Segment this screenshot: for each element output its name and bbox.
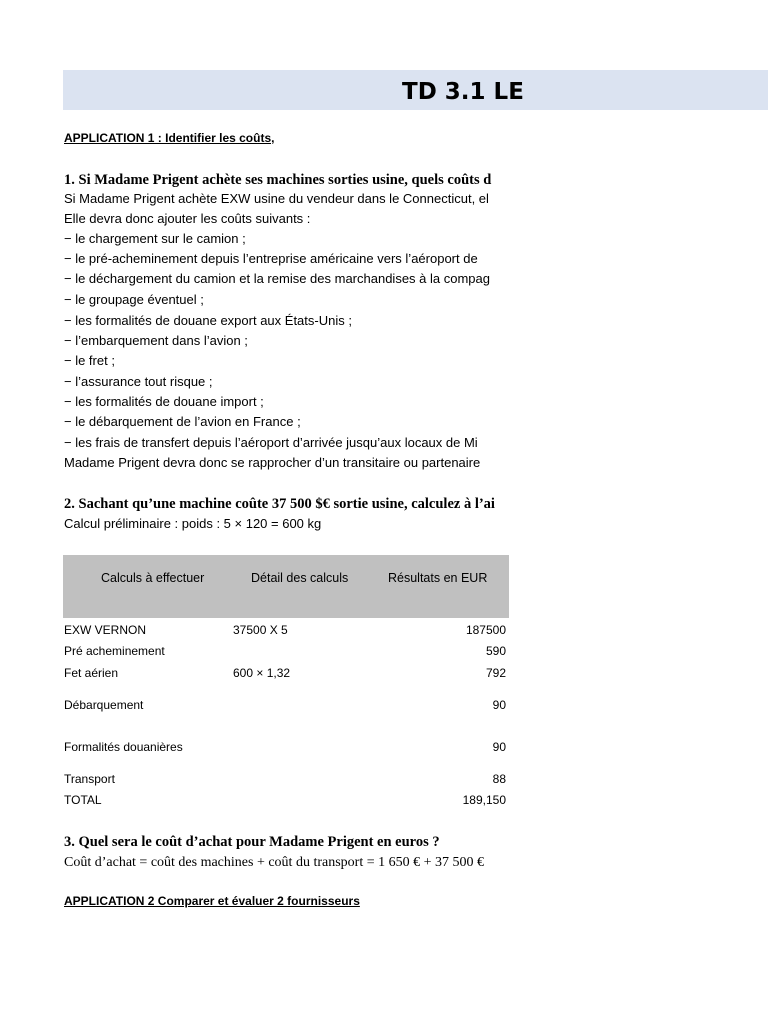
row-detail: 600 × 1,32 [233, 666, 291, 680]
answer-line: − les frais de transfert depuis l’aéroport d’arrivée jusqu’aux locaux de Mi [64, 435, 478, 450]
row-result: 187500 [465, 623, 506, 637]
application-2-heading: APPLICATION 2 Comparer et évaluer 2 fournisseurs [64, 894, 360, 908]
answer-line: Elle devra donc ajouter les coûts suivants : [64, 211, 311, 226]
application-1-heading: APPLICATION 1 : Identifier les coûts, [64, 131, 275, 145]
column-header: Calculs à effectuer [101, 571, 205, 585]
row-label: Fet aérien [64, 666, 119, 680]
row-label: TOTAL [64, 793, 102, 807]
answer-line: − le débarquement de l’avion en France ; [64, 414, 301, 429]
row-result: 90 [492, 698, 506, 712]
answer-line: − les formalités de douane import ; [64, 394, 264, 409]
answer-line: Madame Prigent devra donc se rapprocher d’un transitaire ou partenaire [64, 455, 481, 470]
row-label: Transport [64, 772, 115, 786]
column-header: Détail des calculs [251, 571, 349, 585]
page-title: TD 3.1 LE [402, 79, 524, 105]
preliminary-calculation: Calcul préliminaire : poids : 5 × 120 = 600 kg [64, 516, 322, 531]
row-label: Débarquement [64, 698, 144, 712]
row-detail: 37500 X 5 [233, 623, 288, 637]
row-result: 792 [485, 666, 506, 680]
row-label: Pré acheminement [64, 644, 165, 658]
row-label: Formalités douanières [64, 740, 183, 754]
row-result: 88 [492, 772, 506, 786]
question-3: 3. Quel sera le coût d’achat pour Madame Prigent en euros ? [64, 834, 440, 850]
column-header: Résultats en EUR [388, 571, 488, 585]
table-header-band [63, 555, 509, 618]
row-label: EXW VERNON [64, 623, 147, 637]
row-result: 590 [485, 644, 506, 658]
answer-line: − les formalités de douane export aux États-Unis ; [64, 313, 352, 328]
answer-line: − le déchargement du camion et la remise des marchandises à la compag [64, 271, 490, 286]
answer-line: Si Madame Prigent achète EXW usine du vendeur dans le Connecticut, el [64, 191, 489, 206]
answer-line: − le groupage éventuel ; [64, 292, 204, 307]
answer-line: − le pré-acheminement depuis l’entreprise américaine vers l’aéroport de [64, 251, 478, 266]
answer-line: − le chargement sur le camion ; [64, 231, 246, 246]
answer-line: − l’embarquement dans l’avion ; [64, 333, 248, 348]
answer-line: − l’assurance tout risque ; [64, 374, 213, 389]
question-3-answer: Coût d’achat = coût des machines + coût du transport = 1 650 € + 37 500 € [64, 855, 485, 870]
question-1: 1. Si Madame Prigent achète ses machines sorties usine, quels coûts d [64, 172, 492, 188]
question-2: 2. Sachant qu’une machine coûte 37 500 $€ sortie usine, calculez à l’ai [64, 496, 495, 512]
row-result: 189,150 [462, 793, 506, 807]
row-result: 90 [492, 740, 506, 754]
answer-line: − le fret ; [64, 353, 115, 368]
